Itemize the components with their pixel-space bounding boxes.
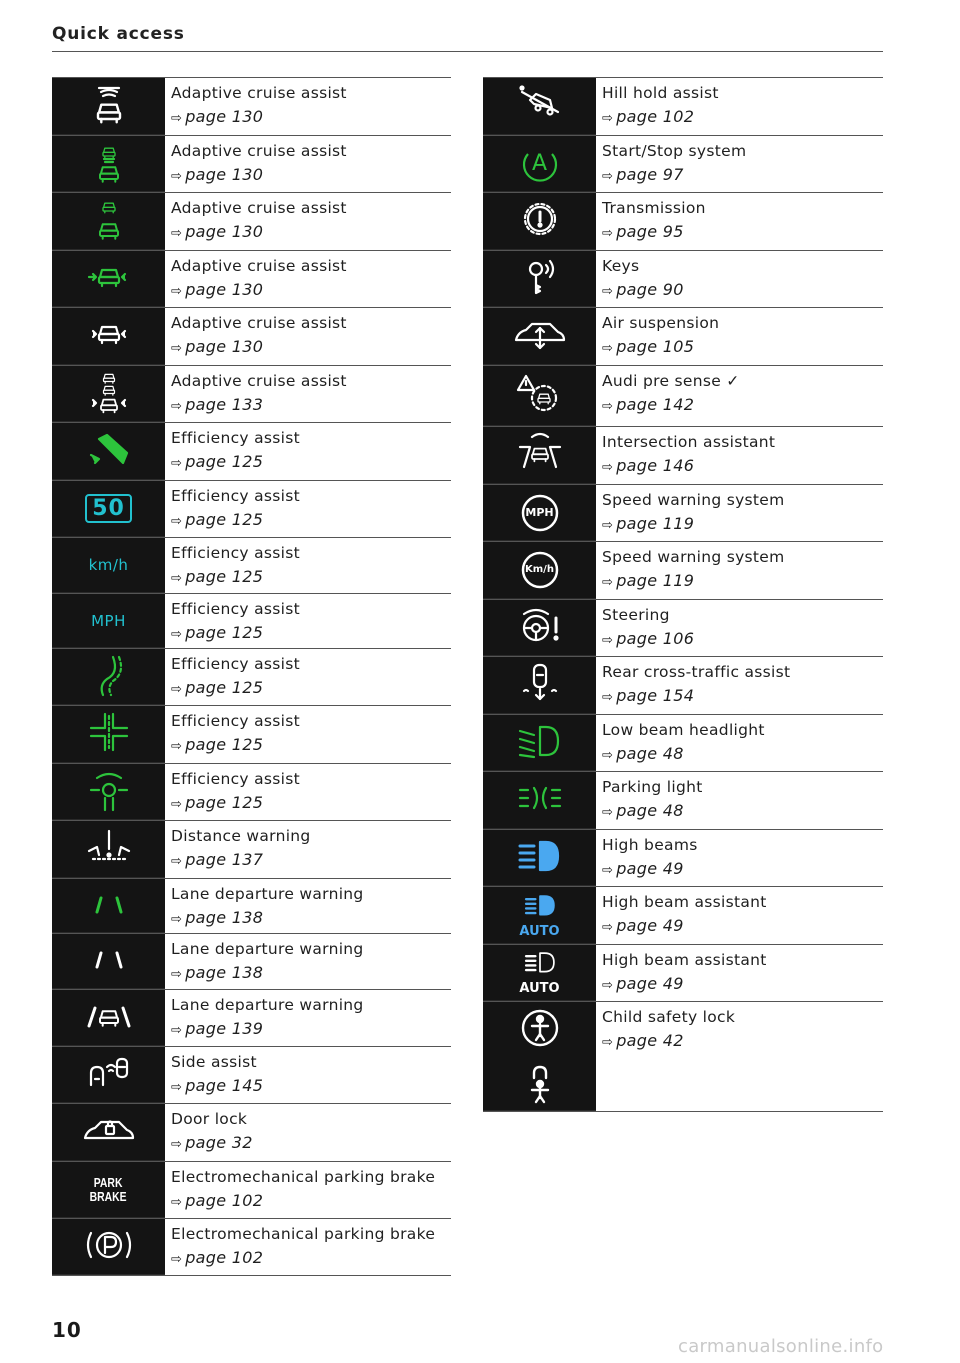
entry-text <box>165 990 451 1046</box>
page-reference[interactable] <box>171 675 451 703</box>
entry-title: Air suspension <box>602 314 720 332</box>
entry-text <box>596 485 883 541</box>
page-reference[interactable] <box>602 741 883 769</box>
entry-title: Start/Stop system <box>602 142 747 160</box>
key-icon <box>483 251 596 307</box>
table-row-right_rows-8 <box>483 541 883 599</box>
table-row-left_rows-18 <box>52 1103 451 1161</box>
start-stop-icon <box>483 136 596 192</box>
transmission-gear-icon <box>483 193 596 250</box>
page-link-text: page 138 <box>185 963 264 982</box>
mph-icon <box>52 594 165 648</box>
entry-text <box>596 78 883 135</box>
page-link-text: page 48 <box>616 801 684 820</box>
entry-text <box>596 193 883 250</box>
high-beam-auto-blue-icon <box>483 887 596 944</box>
page-link-text: page 133 <box>185 395 264 414</box>
table-row-right_rows-3 <box>483 250 883 307</box>
column-bottom-rule <box>52 1275 451 1276</box>
page-link-text: page 32 <box>185 1133 253 1152</box>
arrow-icon: ⇨ <box>602 284 614 299</box>
arrow-icon: ⇨ <box>171 739 183 754</box>
speed-limit-label: 50 <box>85 494 132 523</box>
table-row-left_rows-14 <box>52 878 451 933</box>
page-link-text: page 138 <box>185 908 264 927</box>
page-reference[interactable] <box>602 913 883 941</box>
page-reference[interactable] <box>171 564 451 592</box>
page-reference[interactable] <box>171 905 451 933</box>
entry-text <box>596 887 883 944</box>
entry-text <box>596 657 883 714</box>
kmh-icon <box>52 538 165 593</box>
air-suspension-icon <box>483 308 596 365</box>
table-row-left_rows-20 <box>52 1218 451 1275</box>
entry-text <box>165 78 451 135</box>
arrow-icon: ⇨ <box>171 514 183 529</box>
pre-sense-icon <box>483 366 596 426</box>
park-brake-label: PARK BRAKE <box>89 1174 127 1204</box>
speed-warning-kmh-icon <box>483 542 596 599</box>
entry-text <box>165 1047 451 1103</box>
page-reference[interactable] <box>602 219 883 247</box>
page-link-text: page 119 <box>616 514 695 533</box>
arrow-icon: ⇨ <box>171 226 183 241</box>
arrow-icon: ⇨ <box>602 341 614 356</box>
speed-warning-label: MPH <box>525 505 554 519</box>
page-link-text: page 125 <box>185 678 264 697</box>
entry-text <box>165 481 451 537</box>
entry-title: Efficiency assist <box>171 712 301 730</box>
entry-text <box>596 366 883 426</box>
unit-label: MPH <box>91 611 126 630</box>
entry-title: Speed warning system <box>602 491 785 509</box>
page-link-text: page 145 <box>185 1076 264 1095</box>
arrow-icon: ⇨ <box>602 169 614 184</box>
entry-title: Adaptive cruise assist <box>171 142 347 160</box>
page-link-text: page 106 <box>616 629 695 648</box>
roundabout-icon <box>52 764 165 820</box>
page-reference[interactable] <box>602 568 883 596</box>
lane-car-icon <box>52 990 165 1046</box>
arrow-icon: ⇨ <box>171 1252 183 1267</box>
arrow-icon: ⇨ <box>171 341 183 356</box>
table-row-right_rows-9 <box>483 599 883 656</box>
auto-label: AUTO <box>519 923 560 939</box>
page-link-text: page 125 <box>185 567 264 586</box>
left-column <box>52 77 451 1276</box>
page-link-text: page 130 <box>185 337 264 356</box>
high-beam-icon <box>483 830 596 886</box>
rear-cross-traffic-icon <box>483 657 596 714</box>
entry-title: Door lock <box>171 1110 248 1128</box>
entry-title: Audi pre sense ✓ <box>602 372 740 390</box>
table-row-left_rows-4 <box>52 307 451 365</box>
page-reference[interactable] <box>171 1130 451 1158</box>
entry-text <box>165 764 451 820</box>
page-reference[interactable] <box>602 683 883 711</box>
arrow-icon: ⇨ <box>602 1035 614 1050</box>
page-reference[interactable] <box>171 104 451 132</box>
hill-hold-icon <box>483 78 596 135</box>
page-link-text: page 95 <box>616 222 684 241</box>
page-link-text: page 125 <box>185 452 264 471</box>
arrow-icon: ⇨ <box>602 633 614 648</box>
acc-stacked-cars-icon <box>52 366 165 422</box>
entry-text <box>165 706 451 763</box>
park-brake-text-icon <box>52 1162 165 1218</box>
entry-text <box>165 934 451 989</box>
speed-warning-mph-icon <box>483 485 596 541</box>
entry-title: Child safety lock <box>602 1008 736 1026</box>
entry-text <box>596 600 883 656</box>
table-row-left_rows-15 <box>52 933 451 989</box>
park-brake-p-icon <box>52 1219 165 1275</box>
page-link-text: page 49 <box>616 916 684 935</box>
entry-text <box>165 423 451 480</box>
table-row-right_rows-14 <box>483 886 883 944</box>
header-divider <box>52 51 883 52</box>
entry-text <box>596 427 883 484</box>
entry-text <box>596 715 883 771</box>
speed-warning-label: Km/h <box>525 564 554 575</box>
entry-title: High beam assistant <box>602 951 767 969</box>
page-link-text: page 137 <box>185 850 264 869</box>
distance-warning-icon <box>52 821 165 878</box>
arrow-icon: ⇨ <box>171 1023 183 1038</box>
steering-warning-icon <box>483 600 596 656</box>
page-link-text: page 154 <box>616 686 695 705</box>
page-link-text: page 130 <box>185 222 264 241</box>
page-reference[interactable] <box>171 620 451 648</box>
page-reference[interactable] <box>171 790 451 818</box>
door-lock-icon <box>52 1104 165 1161</box>
table-row-right_rows-10 <box>483 656 883 714</box>
arrow-icon: ⇨ <box>171 797 183 812</box>
entry-title: Rear cross-traffic assist <box>602 663 791 681</box>
table-row-left_rows-8 <box>52 537 451 593</box>
intersection-icon <box>52 706 165 763</box>
page-link-text: page 130 <box>185 165 264 184</box>
page-reference[interactable] <box>171 1073 451 1101</box>
table-row-left_rows-17 <box>52 1046 451 1103</box>
table-row-right_rows-15 <box>483 944 883 1001</box>
arrow-icon: ⇨ <box>171 682 183 697</box>
right-column <box>483 77 883 1112</box>
entry-title: Adaptive cruise assist <box>171 84 347 102</box>
child-safety-lock-icon <box>483 1002 596 1111</box>
page-link-text: page 48 <box>616 744 684 763</box>
entry-text <box>596 945 883 1001</box>
entry-title: Electromechanical parking brake <box>171 1225 436 1243</box>
page-reference[interactable] <box>171 334 451 362</box>
entry-title: Adaptive cruise assist <box>171 257 347 275</box>
arrow-icon: ⇨ <box>171 284 183 299</box>
page-number: 10 <box>52 1318 82 1342</box>
arrow-icon: ⇨ <box>602 863 614 878</box>
speed-limit-50-icon <box>52 481 165 537</box>
entry-title: Distance warning <box>171 827 311 845</box>
page-link-text: page 49 <box>616 974 684 993</box>
column-bottom-rule <box>483 1111 883 1112</box>
entry-title: Speed warning system <box>602 548 785 566</box>
intersection-assist-icon <box>483 427 596 484</box>
arrow-icon: ⇨ <box>171 169 183 184</box>
entry-title: Steering <box>602 606 670 624</box>
entry-title: Lane departure warning <box>171 996 364 1014</box>
entry-title: Adaptive cruise assist <box>171 314 347 332</box>
page-reference[interactable] <box>171 1245 451 1273</box>
lane-green-icon <box>52 879 165 933</box>
table-row-left_rows-19 <box>52 1161 451 1218</box>
entry-text <box>165 308 451 365</box>
arrow-icon: ⇨ <box>602 575 614 590</box>
page-link-text: page 102 <box>616 107 695 126</box>
page-link-text: page 146 <box>616 456 695 475</box>
arrow-icon: ⇨ <box>171 854 183 869</box>
page-reference[interactable] <box>171 277 451 305</box>
entry-title: Hill hold assist <box>602 84 719 102</box>
entry-text <box>596 308 883 365</box>
entry-text <box>165 649 451 705</box>
lane-white-icon <box>52 934 165 989</box>
high-beam-auto-white-icon <box>483 945 596 1001</box>
arrow-icon: ⇨ <box>602 978 614 993</box>
entry-title: Lane departure warning <box>171 940 364 958</box>
table-row-right_rows-13 <box>483 829 883 886</box>
table-row-right_rows-12 <box>483 771 883 829</box>
page-reference[interactable] <box>171 162 451 190</box>
page-reference[interactable] <box>171 449 451 477</box>
page-reference[interactable] <box>171 847 451 875</box>
table-row-left_rows-3 <box>52 250 451 307</box>
table-row-left_rows-10 <box>52 648 451 705</box>
entry-text <box>165 136 451 192</box>
entry-text <box>596 830 883 886</box>
arrow-icon: ⇨ <box>171 456 183 471</box>
watermark: carmanualsonline.info <box>678 1336 884 1357</box>
page-link-text: page 97 <box>616 165 684 184</box>
page-link-text: page 142 <box>616 395 695 414</box>
table-row-left_rows-16 <box>52 989 451 1046</box>
entry-text <box>165 193 451 250</box>
entry-text <box>596 136 883 192</box>
arrow-icon: ⇨ <box>602 399 614 414</box>
page-link-text: page 125 <box>185 735 264 754</box>
side-assist-icon <box>52 1047 165 1103</box>
efficiency-road-icon <box>52 423 165 480</box>
entry-text <box>165 1162 451 1218</box>
acc-distance-icon <box>52 78 165 135</box>
page-link-text: page 102 <box>185 1248 264 1267</box>
start-stop-label: A <box>531 150 548 176</box>
acc-cars-green-icon <box>52 193 165 250</box>
arrow-icon: ⇨ <box>171 111 183 126</box>
table-row-right_rows-4 <box>483 307 883 365</box>
page-link-text: page 105 <box>616 337 695 356</box>
page-link-text: page 125 <box>185 623 264 642</box>
parking-light-icon <box>483 772 596 829</box>
entry-text <box>165 594 451 648</box>
page-reference[interactable] <box>171 219 451 247</box>
page-reference[interactable] <box>602 511 883 539</box>
entry-title: Electromechanical parking brake <box>171 1168 436 1186</box>
arrow-icon: ⇨ <box>602 748 614 763</box>
page-title: Quick access <box>52 24 185 44</box>
table-row-right_rows-16 <box>483 1001 883 1111</box>
page-reference[interactable] <box>602 334 883 362</box>
page-reference[interactable] <box>602 392 883 420</box>
table-row-left_rows-5 <box>52 365 451 422</box>
table-row-left_rows-9 <box>52 593 451 648</box>
page-link-text: page 90 <box>616 280 684 299</box>
arrow-icon: ⇨ <box>171 399 183 414</box>
entry-text <box>165 821 451 878</box>
acc-car-arrows-icon <box>52 308 165 365</box>
page-reference[interactable] <box>602 1028 883 1056</box>
entry-text <box>596 772 883 829</box>
page-reference[interactable] <box>602 453 883 481</box>
entry-text <box>596 251 883 307</box>
arrow-icon: ⇨ <box>602 805 614 820</box>
page-reference[interactable] <box>602 798 883 826</box>
entry-title: Adaptive cruise assist <box>171 372 347 390</box>
table-row-right_rows-11 <box>483 714 883 771</box>
entry-text <box>596 542 883 599</box>
arrow-icon: ⇨ <box>602 518 614 533</box>
entry-text <box>165 366 451 422</box>
table-row-right_rows-5 <box>483 365 883 426</box>
page-reference[interactable] <box>171 1188 451 1216</box>
entry-title: Low beam headlight <box>602 721 765 739</box>
entry-title: Efficiency assist <box>171 429 301 447</box>
page-link-text: page 130 <box>185 107 264 126</box>
table-row-left_rows-11 <box>52 705 451 763</box>
entry-title: Adaptive cruise assist <box>171 199 347 217</box>
table-row-right_rows-0 <box>483 77 883 135</box>
entry-text <box>165 1104 451 1161</box>
page-link-text: page 139 <box>185 1019 264 1038</box>
arrow-icon: ⇨ <box>171 1080 183 1095</box>
acc-car-arrows-green-icon <box>52 251 165 307</box>
arrow-icon: ⇨ <box>171 1137 183 1152</box>
curve-road-icon <box>52 649 165 705</box>
page-link-text: page 130 <box>185 280 264 299</box>
arrow-icon: ⇨ <box>171 1195 183 1210</box>
table-row-right_rows-1 <box>483 135 883 192</box>
arrow-icon: ⇨ <box>602 226 614 241</box>
page-reference[interactable] <box>171 960 451 988</box>
table-row-left_rows-12 <box>52 763 451 820</box>
entry-text <box>165 538 451 593</box>
arrow-icon: ⇨ <box>171 627 183 642</box>
page-reference[interactable] <box>602 277 883 305</box>
entry-title: Efficiency assist <box>171 770 301 788</box>
acc-distance-green-icon <box>52 136 165 192</box>
arrow-icon: ⇨ <box>602 111 614 126</box>
entry-title: Keys <box>602 257 640 275</box>
page-reference[interactable] <box>171 1016 451 1044</box>
unit-label: km/h <box>88 556 129 574</box>
page-reference[interactable] <box>602 971 883 999</box>
table-row-right_rows-7 <box>483 484 883 541</box>
entry-title: Parking light <box>602 778 703 796</box>
entry-title: High beam assistant <box>602 893 767 911</box>
arrow-icon: ⇨ <box>171 967 183 982</box>
arrow-icon: ⇨ <box>171 912 183 927</box>
arrow-icon: ⇨ <box>602 690 614 705</box>
page-reference[interactable] <box>171 507 451 535</box>
page-reference[interactable] <box>602 626 883 654</box>
table-row-left_rows-7 <box>52 480 451 537</box>
table-row-left_rows-2 <box>52 192 451 250</box>
table-row-left_rows-13 <box>52 820 451 878</box>
table-row-right_rows-2 <box>483 192 883 250</box>
page-reference[interactable] <box>171 392 451 420</box>
entry-title: Efficiency assist <box>171 655 301 673</box>
entry-title: Side assist <box>171 1053 257 1071</box>
arrow-icon: ⇨ <box>171 571 183 586</box>
entry-title: High beams <box>602 836 698 854</box>
page-reference[interactable] <box>602 162 883 190</box>
page-reference[interactable] <box>602 856 883 884</box>
page-link-text: page 49 <box>616 859 684 878</box>
entry-text <box>165 879 451 933</box>
table-row-left_rows-0 <box>52 77 451 135</box>
page-link-text: page 119 <box>616 571 695 590</box>
page-link-text: page 125 <box>185 510 264 529</box>
entry-text <box>596 1002 883 1111</box>
low-beam-icon <box>483 715 596 771</box>
page-link-text: page 102 <box>185 1191 264 1210</box>
page-reference[interactable] <box>171 732 451 760</box>
table-row-right_rows-6 <box>483 426 883 484</box>
entry-title: Intersection assistant <box>602 433 776 451</box>
auto-label: AUTO <box>519 981 560 996</box>
arrow-icon: ⇨ <box>602 460 614 475</box>
entry-title: Efficiency assist <box>171 487 301 505</box>
page-reference[interactable] <box>602 104 883 132</box>
table-row-left_rows-1 <box>52 135 451 192</box>
entry-text <box>165 1219 451 1275</box>
page-link-text: page 125 <box>185 793 264 812</box>
table-row-left_rows-6 <box>52 422 451 480</box>
arrow-icon: ⇨ <box>602 920 614 935</box>
entry-title: Efficiency assist <box>171 544 301 562</box>
entry-text <box>165 251 451 307</box>
entry-title: Efficiency assist <box>171 600 301 618</box>
entry-title: Lane departure warning <box>171 885 364 903</box>
entry-title: Transmission <box>602 199 706 217</box>
page-link-text: page 42 <box>616 1031 684 1050</box>
